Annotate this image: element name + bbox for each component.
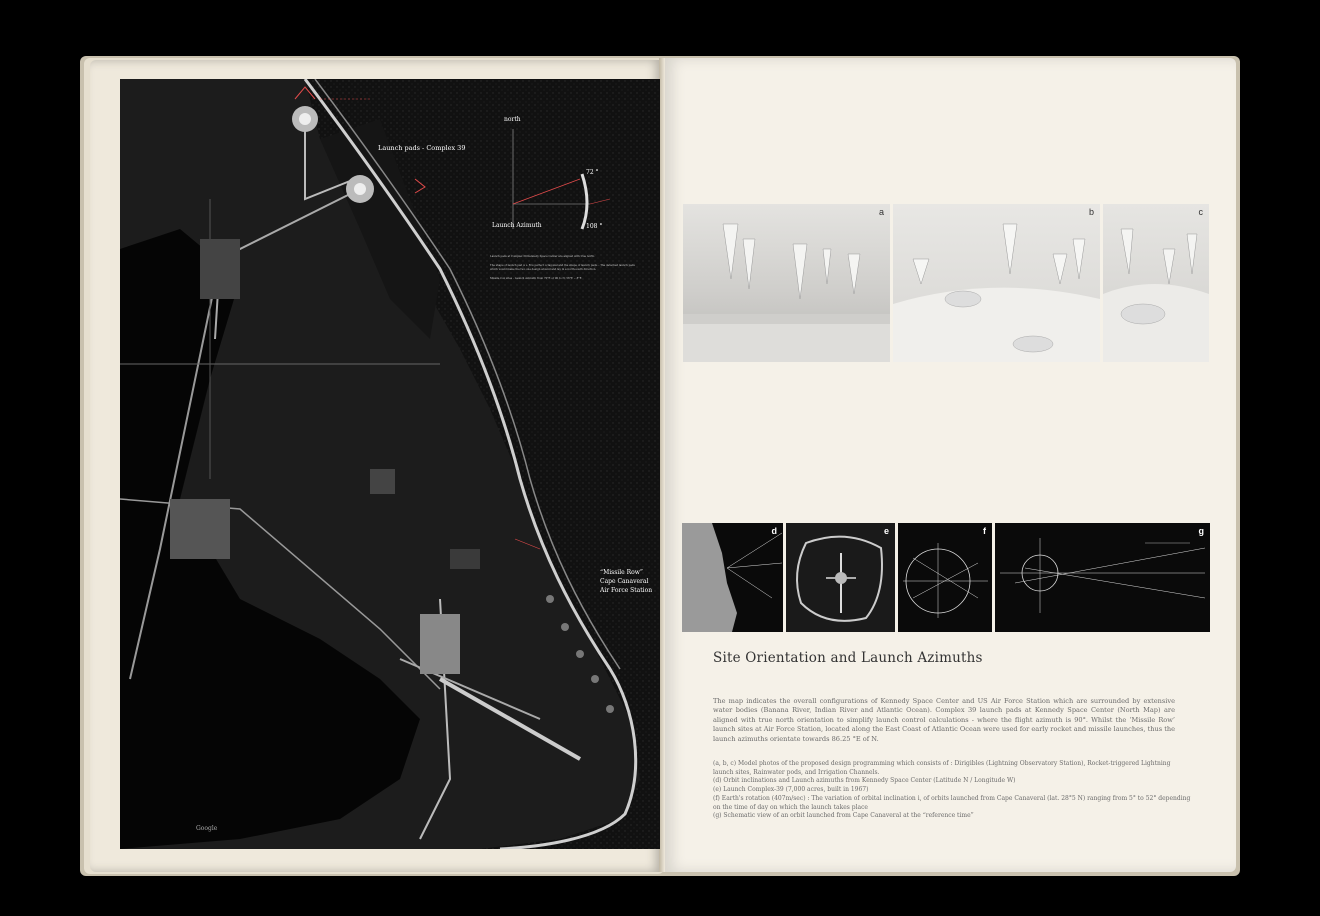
google-watermark: Google [196, 825, 218, 832]
label-launch-azimuth: Launch Azimuth [492, 222, 542, 229]
body-paragraph: The map indicates the overall configurations of Kennedy Space Center and US Air Force Station which are surrounded by extensive water bodies (Banana River, Indian River and Atlantic Ocean). Complex 39 launch pads at Kennedy Space Center (North Map) are aligned with true north orientation to simplify launch control calculations - where the flight azimuth is 90°. Whilst the ‘Missile Row’ launch sites at Air Force Station, located along the East Coast of Atlantic Ocean were used for early rocket and missile launches, thus the launch azimuths orientate towards 86.25 °E of N. [713, 697, 1175, 743]
note-line: (a, b, c) Model photos of the proposed design programming which consists of : Dirigibles (Lightning Observatory Station), Rocket-triggered Lightning [713, 760, 1171, 767]
note-line: launch sites, Rainwater pods, and Irrigation Channels. [713, 768, 880, 776]
photo-letter-d: d [771, 526, 777, 536]
diagram-f-earth-rotation [898, 523, 992, 632]
photo-letter-a: a [878, 207, 884, 217]
label-north: north [504, 116, 521, 123]
satellite-map [120, 79, 660, 849]
photo-letter-c: c [1198, 207, 1203, 217]
model-photo-b-graphic [893, 204, 1100, 362]
diagram-d-graphic [682, 523, 783, 632]
diagram-f-graphic [898, 523, 992, 632]
note-line: (f) Earth's rotation (407m/sec) : The variation of orbital inclination i, of orbits launched from Cape Canaveral (lat. 28°5 N) ranging from 5° to 52° depending [713, 794, 1191, 802]
model-photo-c-graphic [1103, 204, 1209, 362]
photo-e-launch-complex [786, 523, 895, 632]
label-station: Air Force Station [600, 587, 653, 594]
label-deg-72: 72 ° [586, 169, 599, 176]
label-missile-row: “Missile Row” [600, 569, 643, 576]
figure-notes [713, 760, 1191, 821]
map-note-3: Missile row sites - Launch Azimuth from 70°E or 90 to N: 56°E ~ 8°E [490, 277, 582, 280]
label-deg-108: 108 ° [586, 223, 603, 230]
diagram-g-graphic [995, 523, 1210, 632]
note-line: (g) Schematic view of an orbit launched from Cape Canaveral at the “reference time” [713, 812, 974, 820]
photo-letter-e: e [883, 526, 889, 536]
note-line: on the time of day on which the launch takes place [713, 803, 868, 811]
map-note-1: Launch pads at Complex 39 Kennedy Space Center are aligned with true north. [490, 255, 595, 258]
diagram-g-schematic-orbit [995, 523, 1210, 632]
label-cape: Cape Canaveral [600, 578, 649, 585]
note-line: (e) Launch Complex-39 (7,000 acres, built in 1967) [713, 786, 869, 794]
map-graphics [120, 79, 660, 849]
label-launch-pads: Launch pads - Complex 39 [378, 144, 466, 152]
photo-e-graphic [786, 523, 895, 632]
diagram-d-orbit-inclinations [682, 523, 783, 632]
model-photo-b [893, 204, 1100, 362]
model-photo-a [683, 204, 890, 362]
photo-letter-b: b [1088, 207, 1094, 217]
photo-letter-f: f [983, 526, 986, 536]
photo-letter-g: g [1198, 526, 1204, 536]
model-photo-a-graphic [683, 204, 890, 362]
model-photo-c [1103, 204, 1209, 362]
right-page [662, 58, 1236, 872]
note-line: (d) Orbit inclinations and Launch azimuths from Kennedy Space Center (Latitude N / Longitude W) [713, 777, 1016, 785]
section-heading: Site Orientation and Launch Azimuths [713, 650, 983, 666]
map-note-2: The shape of launch pad A + B is perfect octagonal and the shape of launch pads... The detached launch pads which would make the two one design around and lay in a north-south direction. [490, 264, 635, 271]
